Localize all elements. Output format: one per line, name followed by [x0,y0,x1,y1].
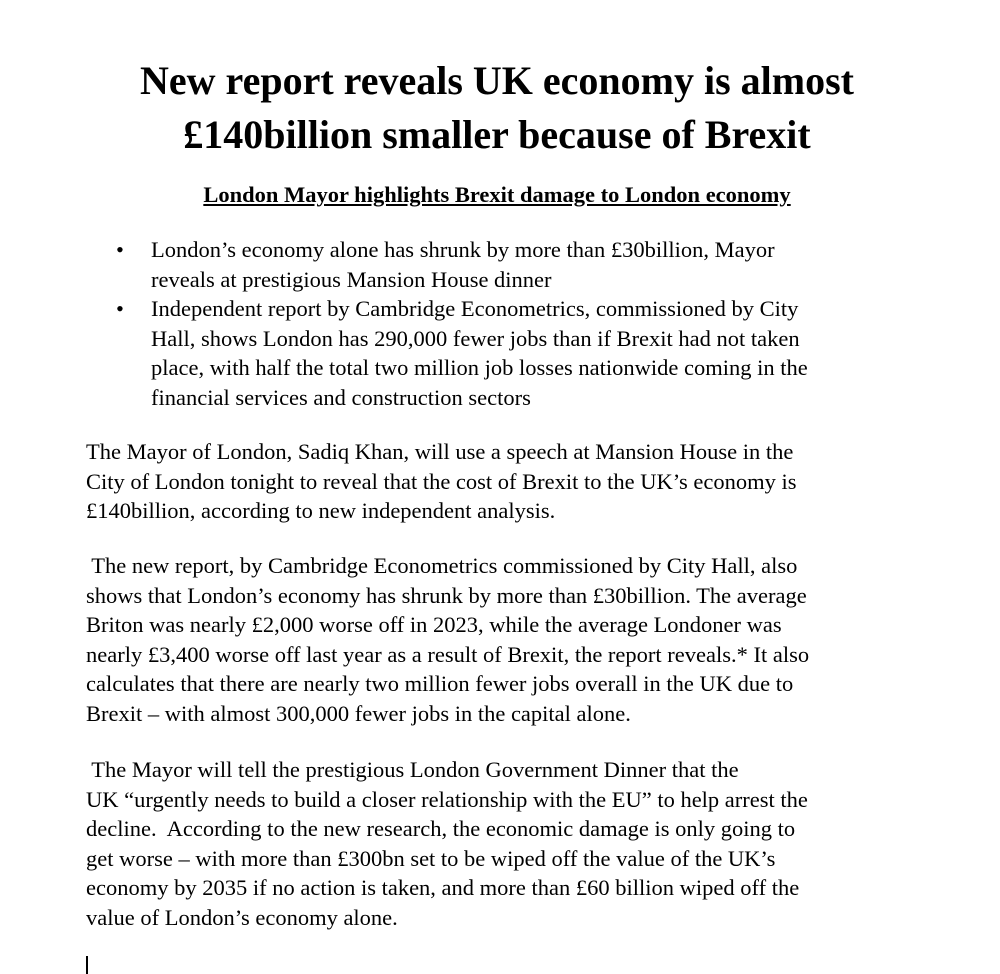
subheadline: London Mayor highlights Brexit damage to London economy [203,182,791,207]
body-paragraph [86,437,916,526]
paragraph-line: The new report, by Cambridge Econometrics commissioned by City Hall, also [86,553,798,578]
paragraph-line: City of London tonight to reveal that the cost of Brexit to the UK’s economy is [86,468,797,494]
bullet-icon: • [116,296,124,321]
bullet-icon: • [116,237,124,262]
bullet-line: financial services and construction sectors [151,384,531,410]
paragraph-line: nearly £3,400 worse off last year as a result of Brexit, the report reveals.* It also [86,641,810,667]
paragraph-line: £140billion, according to new independent analysis. [86,498,556,523]
paragraph-line: Briton was nearly £2,000 worse off in 2023, while the average Londoner was [86,612,782,637]
bullet-line: place, with half the total two million job losses nationwide coming in the [151,355,808,380]
paragraph-line: economy by 2035 if no action is taken, and more than £60 billion wiped off the [86,875,800,900]
paragraph-line: shows that London’s economy has shrunk by more than £30billion. The average [86,582,807,608]
paragraph-line: decline. According to the new research, the economic damage is only going to [86,816,796,841]
paragraph-line: The Mayor of London, Sadiq Khan, will use a speech at Mansion House in the [86,439,794,464]
headline-line: £140billion smaller because of Brexit [183,112,811,157]
paragraph-line: get worse – with more than £300bn set to be wiped off the value of the UK’s [86,845,776,871]
bullet-line: Independent report by Cambridge Econometrics, commissioned by City [151,296,799,321]
paragraph-line: Brexit – with almost 300,000 fewer jobs in the capital alone. [86,700,631,726]
headline-line: New report reveals UK economy is almost [140,58,854,103]
paragraph-line: calculates that there are nearly two million fewer jobs overall in the UK due to [86,671,794,696]
paragraph-line: value of London’s economy alone. [86,904,398,930]
bullet-line: reveals at prestigious Mansion House dinner [151,266,552,292]
paragraph-line: The Mayor will tell the prestigious London Government Dinner that the [86,757,739,782]
body-paragraph [86,755,916,932]
summary-bullet-list [110,235,930,412]
bullet-item [110,235,930,294]
bullet-item [110,294,930,412]
paragraph-line: UK “urgently needs to build a closer relationship with the EU” to help arrest the [86,786,808,812]
text-cursor[interactable] [86,956,88,974]
headline [0,54,994,162]
bullet-line: Hall, shows London has 290,000 fewer jobs than if Brexit had not taken [151,325,800,351]
bullet-line: London’s economy alone has shrunk by more than £30billion, Mayor [151,237,775,262]
body-paragraph [86,551,916,728]
